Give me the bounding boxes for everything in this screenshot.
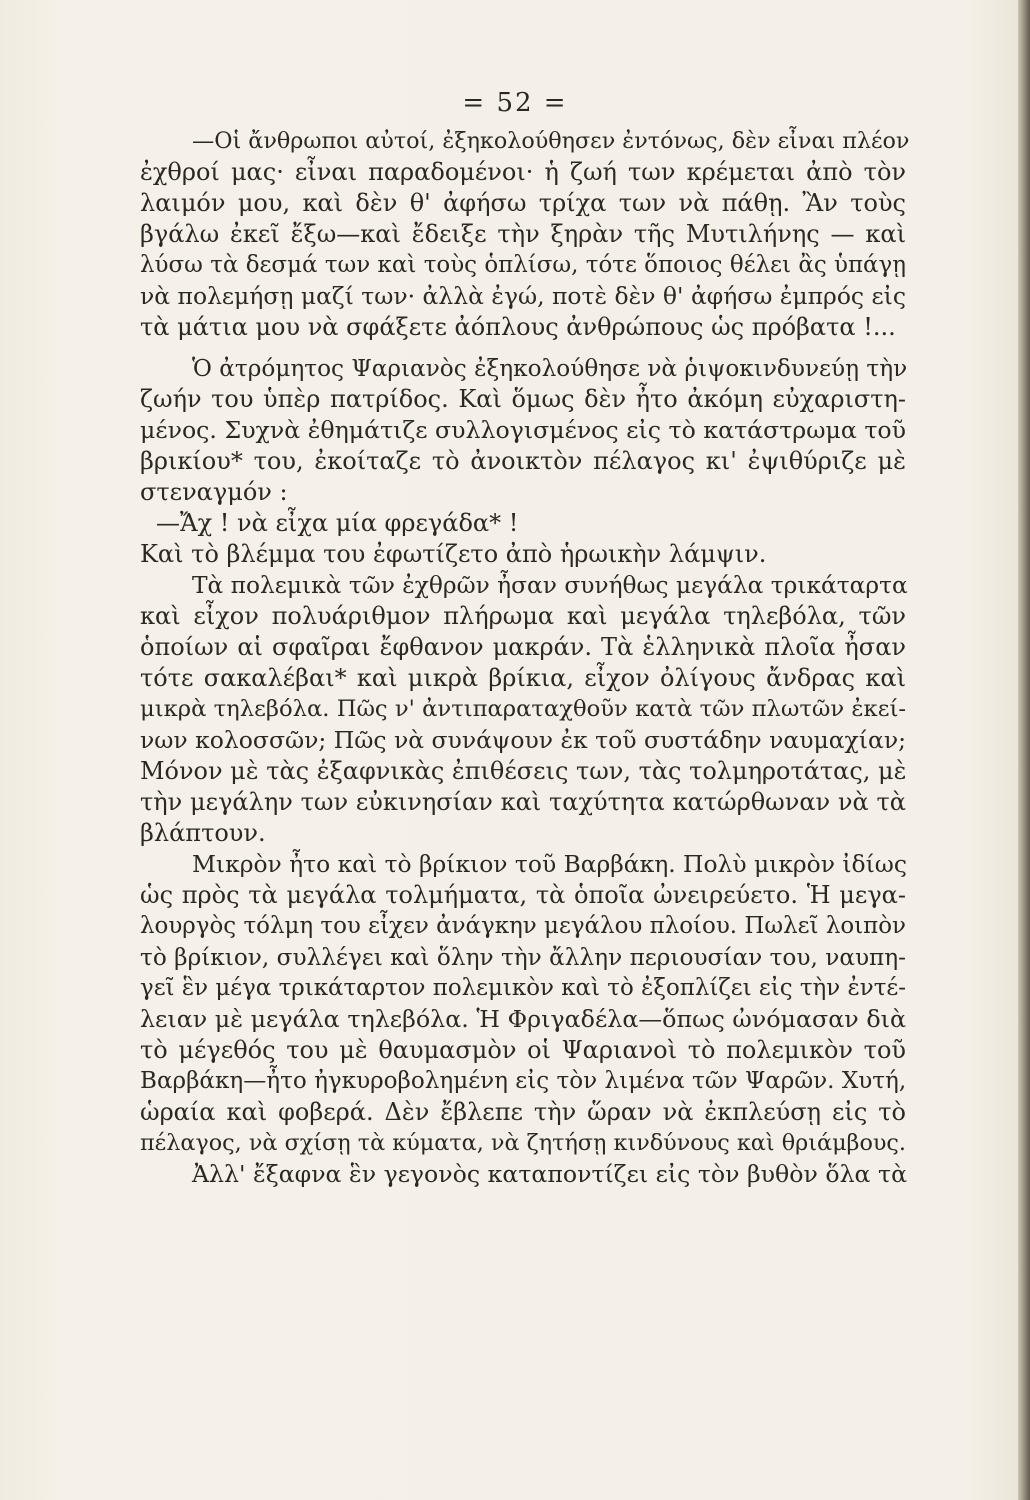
text-line: Μικρὸν ἦτο καὶ τὸ βρίκιον τοῦ Βαρβάκη. Πολὺ μικρὸν ἰδίως: [192, 850, 907, 878]
text-line: τὰ μάτια μου νὰ σφάξετε ἀόπλους ἀνθρώπους ὡς πρόβατα !...: [140, 313, 896, 341]
text-line: μικρὰ τηλεβόλα. Πῶς ν' ἀντιπαραταχθοῦν κατὰ τῶν πλωτῶν ἐκεί-: [140, 696, 906, 722]
text-line: Καὶ τὸ βλέμμα του ἐφωτίζετο ἀπὸ ἡρωικὴν λάμψιν.: [140, 540, 767, 568]
text-line: ἐχθροί μας· εἶναι παραδομένοι· ἡ ζωή των κρέμεται ἀπὸ τὸν: [140, 158, 906, 186]
text-line: —Ἄχ ! νὰ εἶχα μία φρεγάδα* !: [156, 509, 519, 537]
text-line: ζωήν του ὑπὲρ πατρίδος. Καὶ ὅμως δὲν ἦτο ἀκόμη εὐχαριστη-: [140, 385, 906, 413]
text-line: νων κολοσσῶν; Πῶς νὰ συνάψουν ἐκ τοῦ συστάδην ναυμαχίαν;: [140, 726, 907, 754]
page-number: = 52 =: [462, 88, 568, 118]
text-line: Ὁ ἀτρόμητος Ψαριανὸς ἐξηκολούθησε νὰ ῥιψοκινδυνεύῃ τὴν: [192, 355, 908, 382]
text-line: ὡραία καὶ φοβερά. Δὲν ἔβλεπε τὴν ὥραν νὰ ἐκπλεύσῃ εἰς τὸ: [140, 1098, 906, 1126]
text-line: βγάλω ἐκεῖ ἔξω—καὶ ἔδειξε τὴν ξηρὰν τῆς Μυτιλήνης — καὶ: [140, 220, 906, 248]
text-line: λαιμόν μου, καὶ δὲν θ' ἀφήσω τρίχα των νὰ πάθῃ. Ἂν τοὺς: [140, 189, 906, 217]
text-line: Τὰ πολεμικὰ τῶν ἐχθρῶν ἦσαν συνήθως μεγάλα τρικάταρτα: [192, 572, 908, 599]
text-line: λειαν μὲ μεγάλα τηλεβόλα. Ἡ Φριγαδέλα—ὅπως ὠνόμασαν διὰ: [140, 1005, 906, 1033]
book-edge: [1018, 0, 1030, 1500]
text-line: —Οἱ ἄνθρωποι αὐτοί, ἐξηκολούθησεν ἐντόνως, δὲν εἶναι πλέον: [192, 128, 910, 154]
text-line: λουργὸς τόλμη του εἶχεν ἀνάγκην μεγάλου πλοίου. Πωλεῖ λοιπὸν: [140, 913, 906, 939]
text-line: καὶ εἶχον πολυάριθμον πλήρωμα καὶ μεγάλα τηλεβόλα, τῶν: [140, 602, 906, 630]
text-line: πέλαγος, νὰ σχίσῃ τὰ κύματα, νὰ ζητήσῃ κινδύνους καὶ θριάμβους.: [140, 1130, 906, 1156]
text-line: τὴν μεγάλην των εὐκινησίαν καὶ ταχύτητα κατώρθωναν νὰ τὰ: [140, 788, 906, 816]
text-line: βρικίου* του, ἐκοίταζε τὸ ἀνοικτὸν πέλαγος κι' ἐψιθύριζε μὲ: [140, 447, 906, 475]
body-text: [140, 126, 910, 1190]
text-line: μένος. Συχνὰ ἐθημάτιζε συλλογισμένος εἰς τὸ κατάστρωμα τοῦ: [140, 416, 906, 444]
text-line: Μόνον μὲ τὰς ἐξαφνικὰς ἐπιθέσεις των, τὰς τολμηροτάτας, μὲ: [140, 757, 907, 785]
text-line: Βαρβάκη—ἦτο ἠγκυροβολημένη εἰς τὸν λιμένα τῶν Ψαρῶν. Χυτή,: [140, 1068, 907, 1094]
text-line: νὰ πολεμήσῃ μαζί των· ἀλλὰ ἐγώ, ποτὲ δὲν θ' ἀφήσω ἐμπρός εἰς: [140, 282, 906, 310]
text-line: τὸ μέγεθός του μὲ θαυμασμὸν οἱ Ψαριανοὶ τὸ πολεμικὸν τοῦ: [140, 1036, 906, 1064]
text-line: Ἀλλ' ἔξαφνα ἓν γεγονὸς καταποντίζει εἰς τὸν βυθὸν ὅλα τὰ: [192, 1160, 908, 1188]
text-line: λύσω τὰ δεσμά των καὶ τοὺς ὁπλίσω, τότε ὅποιος θέλει ἂς ὑπάγῃ: [140, 252, 906, 278]
text-line: τότε σακαλέβαι* καὶ μικρὰ βρίκια, εἶχον ὀλίγους ἄνδρας καὶ: [140, 664, 906, 692]
text-line: γεῖ ἓν μέγα τρικάταρτον πολεμικὸν καὶ τὸ ἐξοπλίζει εἰς τὴν ἐντέ-: [140, 975, 906, 1001]
text-line: ὁποίων αἱ σφαῖραι ἔφθανον μακράν. Τὰ ἑλληνικὰ πλοῖα ἦσαν: [140, 633, 906, 661]
text-line: στεναγμόν :: [140, 478, 288, 506]
text-line: τὸ βρίκιον, συλλέγει καὶ ὅλην τὴν ἄλλην περιουσίαν του, ναυπη-: [140, 944, 906, 971]
text-line: βλάπτουν.: [140, 819, 266, 847]
text-line: ὡς πρὸς τὰ μεγάλα τολμήματα, τὰ ὁποῖα ὠνειρεύετο. Ἡ μεγα-: [140, 881, 906, 909]
